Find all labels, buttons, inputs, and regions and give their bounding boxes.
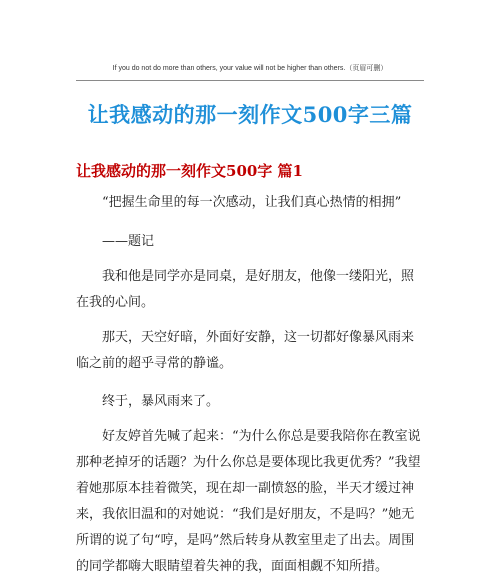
header-divider [76,80,424,81]
paragraph: 好友婷首先喊了起来：“为什么你总是要我陪你在教室说那种老掉牙的话题？为什么你总是要体现比我更优秀？”我望着她那原本挂着微笑，现在却一副愤怒的脸，半天才缓过神来，我依旧温和的对她说：“我们是好朋友，不是吗？”她无所谓的说了句“哼，是吗”然后转身从教室里走了出去。周围的同学都嗨大眼睛望着失神的我，面面相觑不知所措。 [76,429,421,574]
paragraph: 我和他是同学亦是同桌，是好朋友，他像一缕阳光，照在我的心间。 [76,269,415,310]
paragraph: 那天，天空好暗，外面好安静，这一切都好像暴风雨来临之前的超乎寻常的静谧。 [76,330,415,371]
paragraph-epigraph: “把握生命里的每一次感动，让我们真心热情的相拥” [102,195,402,210]
paragraph-epigraph-source: ——题记 [102,234,155,249]
paragraph: 终于，暴风雨来了。 [102,394,220,409]
page-header-motto: If you do not do more than others, your value will not be higher than others.（页眉可删） [112,65,388,72]
document-title: 让我感动的那一刻作文500字三篇 [87,102,413,127]
section-title: 让我感动的那一刻作文500字 篇1 [76,162,303,180]
